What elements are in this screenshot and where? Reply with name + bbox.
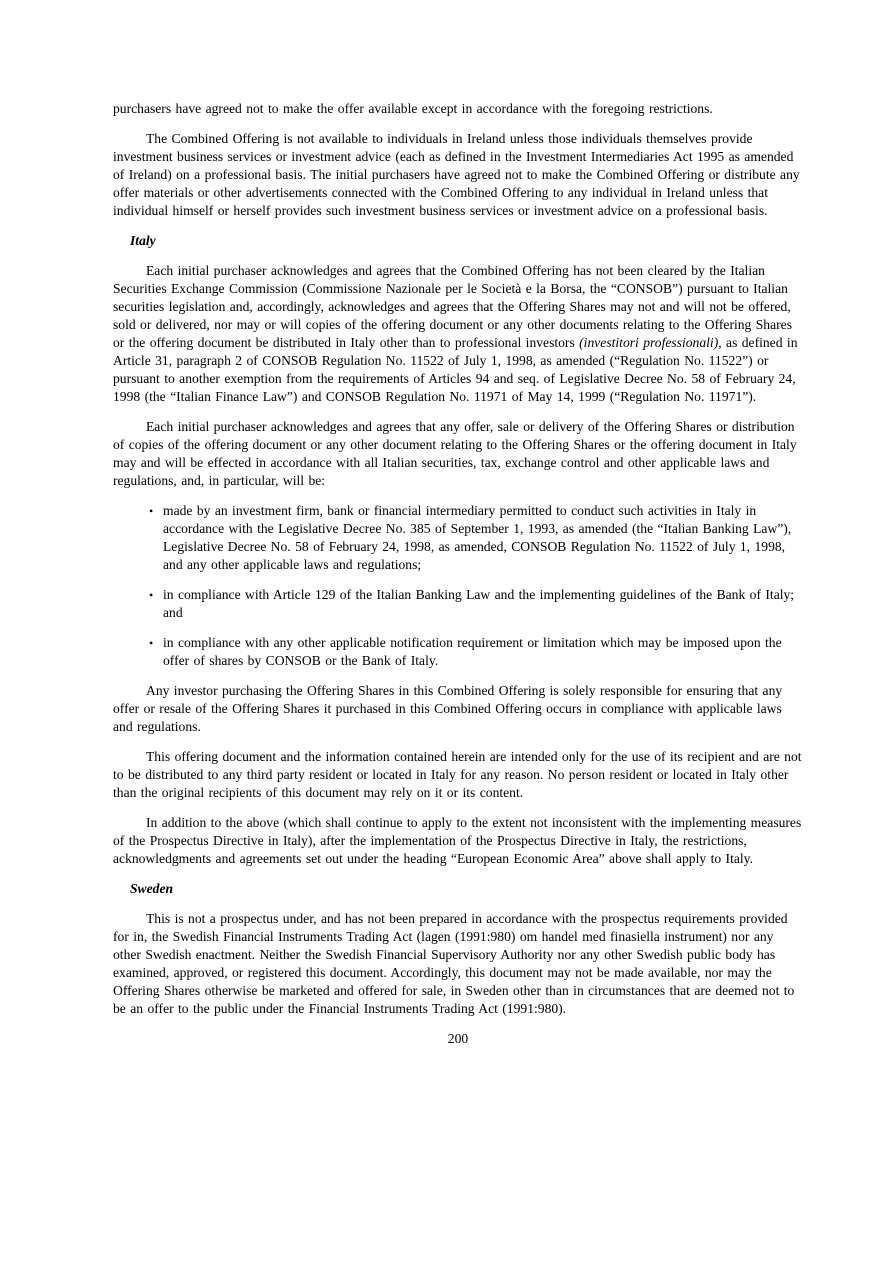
paragraph-investor-responsibility: Any investor purchasing the Offering Shares in this Combined Offering is solely responsible for ensuring that any offer or resale of the Offering Shares it purchased in this Combined Offering occurs in compliance with applicable laws and regulations.	[113, 683, 783, 734]
paragraph-italy-consob-italic-term: (investitori professionali)	[579, 335, 719, 350]
bullet-item-notification	[113, 634, 803, 670]
paragraph-sweden: This is not a prospectus under, and has not been prepared in accordance with the prospectus requirements provided for in, the Swedish Financial Instruments Trading Act (lagen (1991:980) om handel med finasiella instrument) nor any other Swedish enactment. Neither the Swedish Financial Supervisory Authority nor any other Swedish public body has examined, approved, or registered this document. Accordingly, this document may not be made available, nor may the Offering Shares otherwise be marketed and offered for sale, in Sweden other than in circumstances that are deemed not to be an offer to the public under the Financial Instruments Trading Act (1991:980).	[113, 911, 795, 1016]
page-number: 200	[447, 1031, 469, 1046]
paragraph-prospectus-directive: In addition to the above (which shall continue to apply to the extent not inconsistent with the implementing measures of the Prospectus Directive in Italy), after the implementation of the Prospectus Directive in Italy, the restrictions, acknowledgments and agreements set out under the heading “European Economic Area” above shall apply to Italy.	[113, 815, 802, 866]
paragraph-italy-consob-text-after: , as defined in Article 31, paragraph 2 of CONSOB Regulation No. 11522 of July 1, 1998, as amended (“Regulation No. 11522”) or pursuant to another exemption from the requirements of Articles 94 and seq. of Legislative Decree No. 58 of February 24, 1998 (the “Italian Finance Law”) and CONSOB Regulation No. 11971 of May 14, 1999 (“Regulation No. 11971”).	[113, 335, 798, 404]
bullet-item-text: in compliance with any other applicable notification requirement or limitation which may be imposed upon the offer of shares by CONSOB or the Bank of Italy.	[163, 635, 782, 668]
bullet-item-article-129	[113, 586, 803, 622]
bullet-icon: •	[149, 588, 154, 602]
section-heading-italy: Italy	[130, 233, 156, 248]
bullet-item-text: made by an investment firm, bank or financial intermediary permitted to conduct such activities in Italy in accordance with the Legislative Decree No. 385 of September 1, 1993, as amended (the “Italian Banking Law”), Legislative Decree No. 58 of February 24, 1998, as amended, CONSOB Regulation No. 11522 of July 1, 1998, and any other applicable laws and regulations;	[163, 503, 792, 572]
paragraph-italy-consob	[113, 262, 803, 406]
bullet-item-investment-firm	[113, 502, 803, 574]
paragraph-document-use: This offering document and the information contained herein are intended only for the use of its recipient and are not to be distributed to any third party resident or located in Italy for any reason. No person resident or located in Italy other than the original recipients of this document may rely on it or its content.	[113, 749, 802, 800]
bullet-item-text: in compliance with Article 129 of the Italian Banking Law and the implementing guidelines of the Bank of Italy; and	[163, 587, 795, 620]
paragraph-italy-offer-conditions: Each initial purchaser acknowledges and agrees that any offer, sale or delivery of the Offering Shares or distribution of copies of the offering document or any other document relating to the Offering Shares or the offering document in Italy may and will be effected in accordance with all Italian securities, tax, exchange control and other applicable laws and regulations, and, in particular, will be:	[113, 419, 797, 488]
paragraph-restrictions-continuation: purchasers have agreed not to make the offer available except in accordance with the foregoing restrictions.	[113, 101, 713, 116]
bullet-icon: •	[149, 504, 154, 518]
paragraph-italy-consob-text: Each initial purchaser acknowledges and agrees that the Combined Offering has not been cleared by the Italian Securities Exchange Commission (Commissione Nazionale per le Società e la Borsa, the “CONSOB”) pursuant to Italian securities legislation and, accordingly, acknowledges and agrees that the Offering Shares may not and will not be offered, sold or delivered, nor may or will copies of the offering document or any other documents relating to the Offering Shares or the offering document be distributed in Italy other than to professional investors	[113, 263, 792, 350]
paragraph-ireland: The Combined Offering is not available to individuals in Ireland unless those individuals themselves provide investment business services or investment advice (each as defined in the Investment Intermediaries Act 1995 as amended of Ireland) on a professional basis. The initial purchasers have agreed not to make the Combined Offering or distribute any offer materials or other advertisements connected with the Combined Offering to any individual in Ireland unless that individual himself or herself provides such investment business services or investment advice on a professional basis.	[113, 131, 800, 218]
section-heading-sweden: Sweden	[130, 881, 174, 896]
bullet-icon: •	[149, 636, 154, 650]
bullet-list	[113, 502, 803, 670]
document-body	[113, 100, 803, 1048]
